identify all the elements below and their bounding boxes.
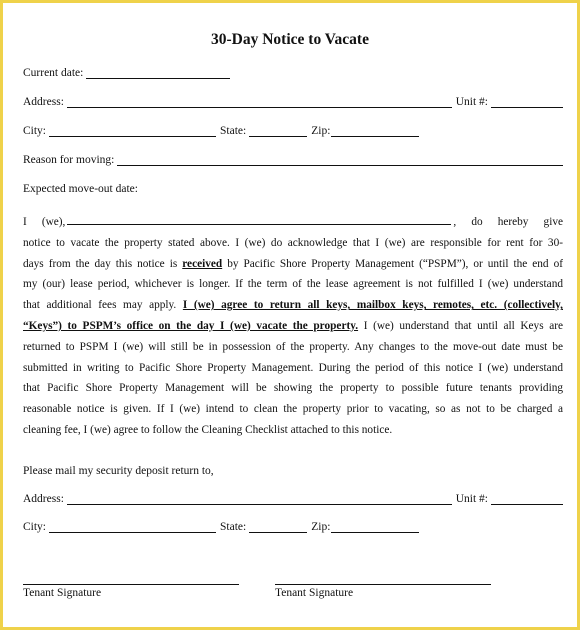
mail-zip-label: Zip: — [311, 521, 331, 533]
mail-city-label: City: — [23, 521, 47, 533]
document-title: 30-Day Notice to Vacate — [211, 31, 369, 48]
mail-address-field[interactable] — [67, 492, 452, 505]
mail-address-label: Address: — [23, 493, 64, 505]
body-line: days from the day this notice is received by Pacific Shore Property Management (“PSPM”), or until the end of — [23, 257, 563, 270]
body-line: I (we), , do hereby give — [23, 212, 563, 233]
address-row — [23, 92, 563, 108]
keys-emphasis-cont: “Keys”) to PSPM’s office on the day I (we) vacate the property. — [23, 319, 359, 332]
notice-body — [23, 212, 563, 441]
mail-unit-label: Unit #: — [455, 493, 488, 505]
address-label: Address: — [23, 96, 64, 108]
tenant-signature-line-1[interactable] — [23, 584, 239, 585]
tenant-names-field[interactable] — [67, 213, 451, 225]
received-emphasis: received — [182, 257, 223, 270]
mail-intro: Please mail my security deposit return to, — [23, 465, 214, 477]
city-row — [23, 121, 563, 137]
current-date-label: Current date: — [23, 67, 84, 79]
tenant-signature-label-2: Tenant Signature — [275, 587, 354, 599]
unit-label: Unit #: — [455, 96, 488, 108]
body-line: submitted in writing to Pacific Shore Property Management. During the period of this notice I (we) understand — [23, 361, 563, 374]
body-line: “Keys”) to PSPM’s office on the day I (we) vacate the property. I (we) understand that until all Keys are — [23, 319, 563, 332]
unit-field[interactable] — [491, 95, 563, 108]
state-label: State: — [220, 125, 247, 137]
city-field[interactable] — [49, 124, 216, 137]
current-date-row — [23, 63, 563, 79]
reason-field[interactable] — [117, 153, 563, 166]
keys-emphasis: I (we) agree to return all keys, mailbox keys, remotes, etc. (collectively, — [182, 299, 563, 312]
body-line: returned to PSPM I (we) will still be in possession of the property. Any changes to the move-out date must be — [23, 340, 563, 353]
zip-label: Zip: — [311, 125, 331, 137]
mail-state-label: State: — [220, 521, 247, 533]
body-line: notice to vacate the property stated above. I (we) do acknowledge that I (we) are responsible for rent for 30- — [23, 236, 563, 249]
body-line: that Pacific Shore Property Management will be showing the property to possible future tenants providing — [23, 382, 563, 395]
city-label: City: — [23, 125, 47, 137]
mail-city-field[interactable] — [49, 520, 216, 533]
move-out-row — [23, 179, 563, 195]
zip-field[interactable] — [331, 124, 419, 137]
body-line: my (our) lease period, whichever is longer. If the term of the lease agreement is not fulfilled I (we) understand — [23, 278, 563, 291]
move-out-label: Expected move-out date: — [23, 183, 138, 195]
address-field[interactable] — [67, 95, 452, 108]
body-line: cleaning fee, I (we) agree to follow the Cleaning Checklist attached to this notice. — [23, 423, 393, 436]
reason-row — [23, 150, 563, 166]
mail-state-field[interactable] — [249, 520, 307, 533]
mail-zip-field[interactable] — [331, 520, 419, 533]
state-field[interactable] — [249, 124, 307, 137]
tenant-signature-line-2[interactable] — [275, 584, 491, 585]
mail-intro-row — [23, 461, 563, 477]
mail-address-row — [23, 489, 563, 505]
reason-label: Reason for moving: — [23, 154, 115, 166]
current-date-field[interactable] — [86, 66, 230, 79]
body-line: that additional fees may apply. I (we) agree to return all keys, mailbox keys, remotes, etc. (collectively, — [23, 299, 563, 312]
tenant-signature-label-1: Tenant Signature — [23, 587, 102, 599]
mail-city-row — [23, 517, 563, 533]
body-line: reasonable notice is given. If I (we) intend to clean the property prior to vacating, so as not to be charged a — [23, 403, 563, 416]
mail-unit-field[interactable] — [491, 492, 563, 505]
